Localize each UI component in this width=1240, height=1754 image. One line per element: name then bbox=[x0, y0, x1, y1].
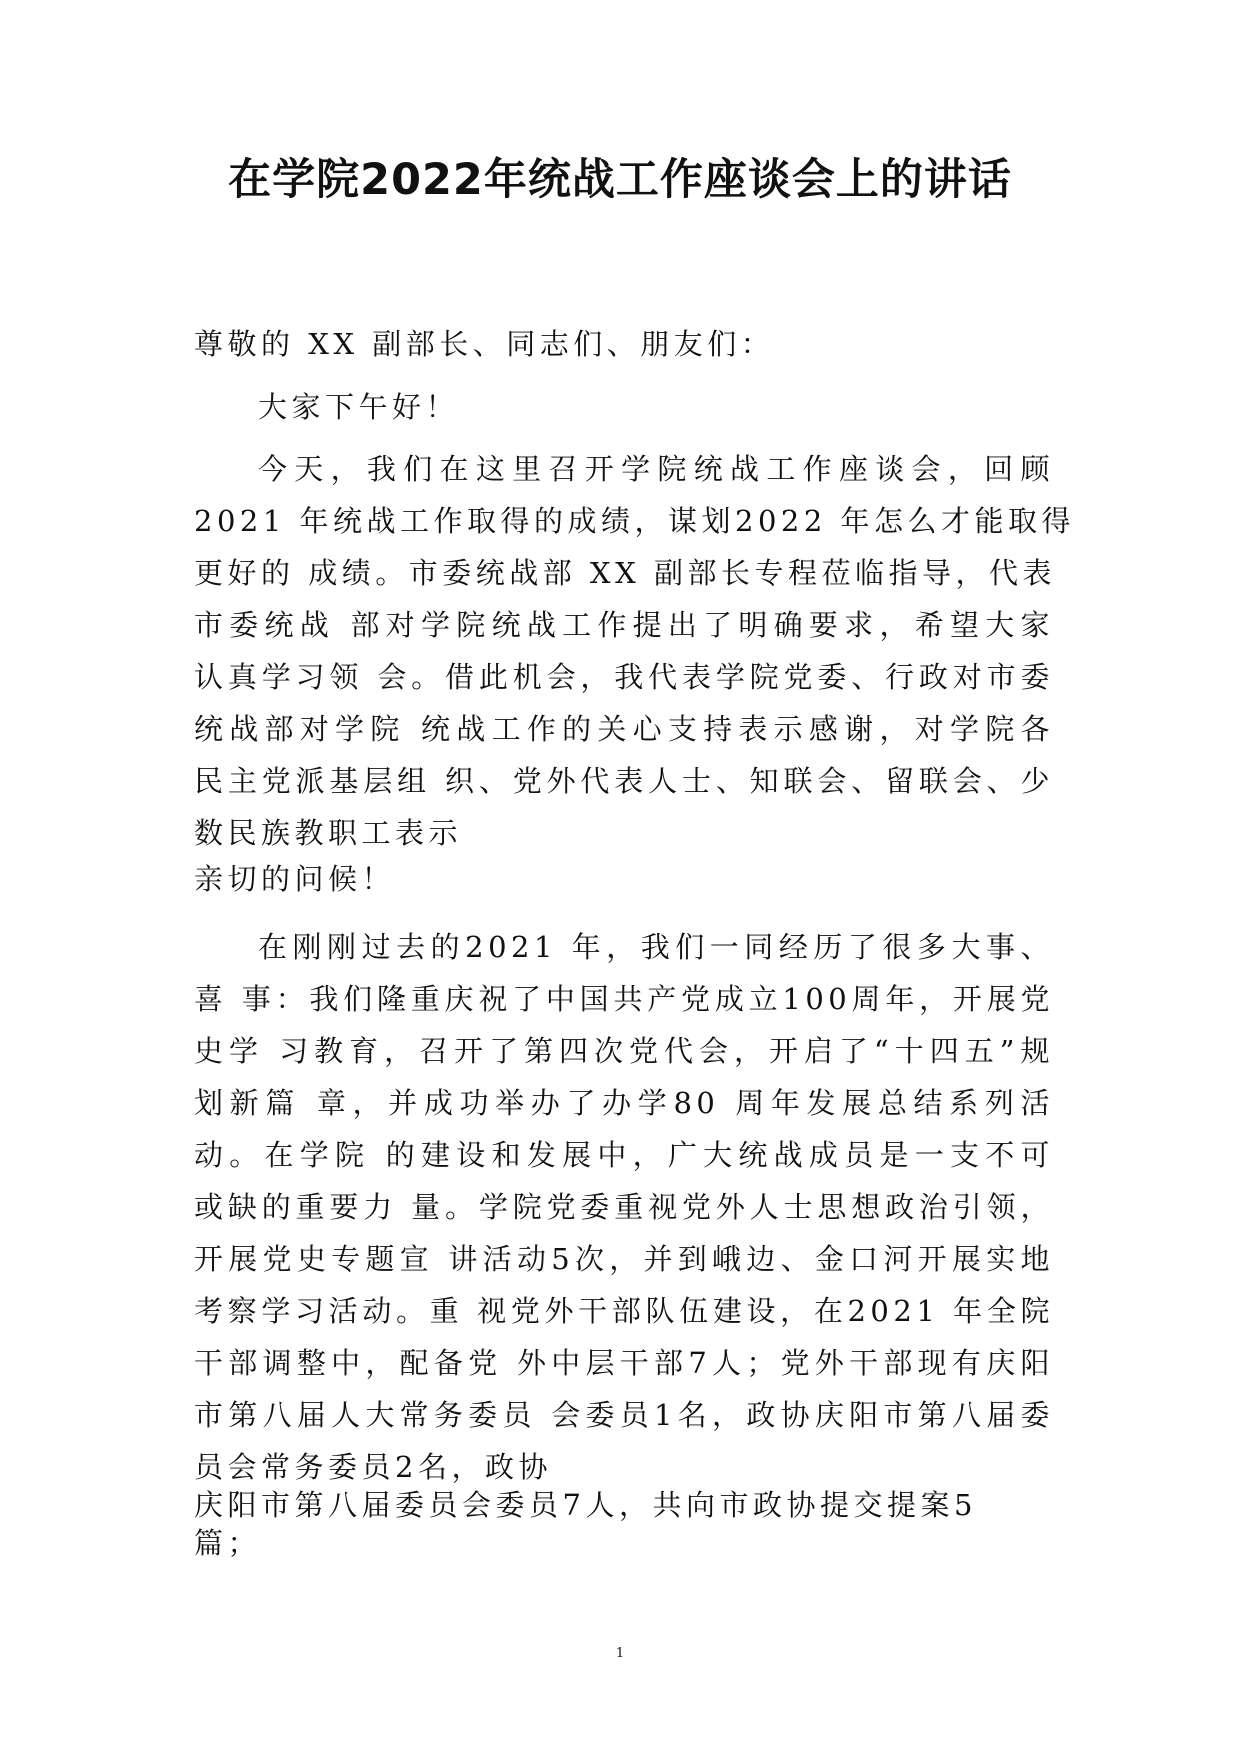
paragraph-line: 更好的 成绩。市委统战部 XX 副部长专程莅临指导，代表 bbox=[194, 556, 1056, 590]
paragraph-line: 数民族教职工表示 bbox=[194, 816, 463, 850]
paragraph-line: 喜 事：我们隆重庆祝了中国共产党成立100周年，开展党 bbox=[194, 982, 1054, 1016]
paragraph-line: 庆阳市第八届委员会委员7人，共向市政协提交提案5 bbox=[194, 1488, 977, 1522]
document-title: 在学院2022年统战工作座谈会上的讲话 bbox=[228, 155, 1012, 205]
paragraph-1 bbox=[194, 443, 1076, 859]
paragraph-line: 考察学习活动。重 视党外干部队伍建设，在2021 年全院 bbox=[194, 1294, 1054, 1328]
paragraph-line: 开展党史专题宣 讲活动5次，并到峨边、金口河开展实地 bbox=[194, 1242, 1054, 1276]
paragraph-line: 今天，我们在这里召开学院统战工作座谈会，回顾 bbox=[258, 452, 1054, 486]
paragraph-line: 认真学习领 会。借此机会，我代表学院党委、行政对市委 bbox=[194, 660, 1054, 694]
paragraph-line: 篇； bbox=[194, 1526, 262, 1560]
salutation-line: 尊敬的 XX 副部长、同志们、朋友们： bbox=[194, 327, 775, 361]
page-number: 1 bbox=[615, 1646, 625, 1661]
paragraph-line: 干部调整中，配备党 外中层干部7人；党外干部现有庆阳 bbox=[194, 1346, 1054, 1380]
paragraph-line: 或缺的重要力 量。学院党委重视党外人士思想政治引领， bbox=[194, 1190, 1054, 1224]
greeting-line: 大家下午好！ bbox=[258, 390, 460, 424]
paragraph-line: 2021 年统战工作取得的成绩，谋划2022 年怎么才能取得 bbox=[194, 504, 1076, 538]
paragraph-line: 划新篇 章，并成功举办了办学80 周年发展总结系列活 bbox=[194, 1086, 1054, 1120]
paragraph-line: 员会常务委员2名，政协 bbox=[194, 1450, 552, 1484]
paragraph-line: 统战部对学院 统战工作的关心支持表示感谢，对学院各 bbox=[194, 712, 1054, 746]
paragraph-line: 市第八届人大常务委员 会委员1名，政协庆阳市第八届委 bbox=[194, 1398, 1054, 1432]
paragraph-1-tail bbox=[194, 853, 1054, 905]
paragraph-line: 民主党派基层组 织、党外代表人士、知联会、留联会、少 bbox=[194, 764, 1054, 798]
paragraph-line: 市委统战 部对学院统战工作提出了明确要求，希望大家 bbox=[194, 608, 1054, 642]
paragraph-line: 在刚刚过去的2021 年，我们一同经历了很多大事、 bbox=[258, 930, 1054, 964]
paragraph-2-tail bbox=[194, 1486, 1054, 1562]
greeting bbox=[194, 381, 1054, 433]
paragraph-line: 史学 习教育，召开了第四次党代会，开启了“十四五”规 bbox=[194, 1034, 1054, 1068]
paragraph-line: 动。在学院 的建设和发展中，广大统战成员是一支不可 bbox=[194, 1138, 1054, 1172]
paragraph-line: 亲切的问候！ bbox=[194, 862, 396, 896]
salutation bbox=[194, 318, 1054, 370]
paragraph-2 bbox=[194, 921, 1054, 1493]
